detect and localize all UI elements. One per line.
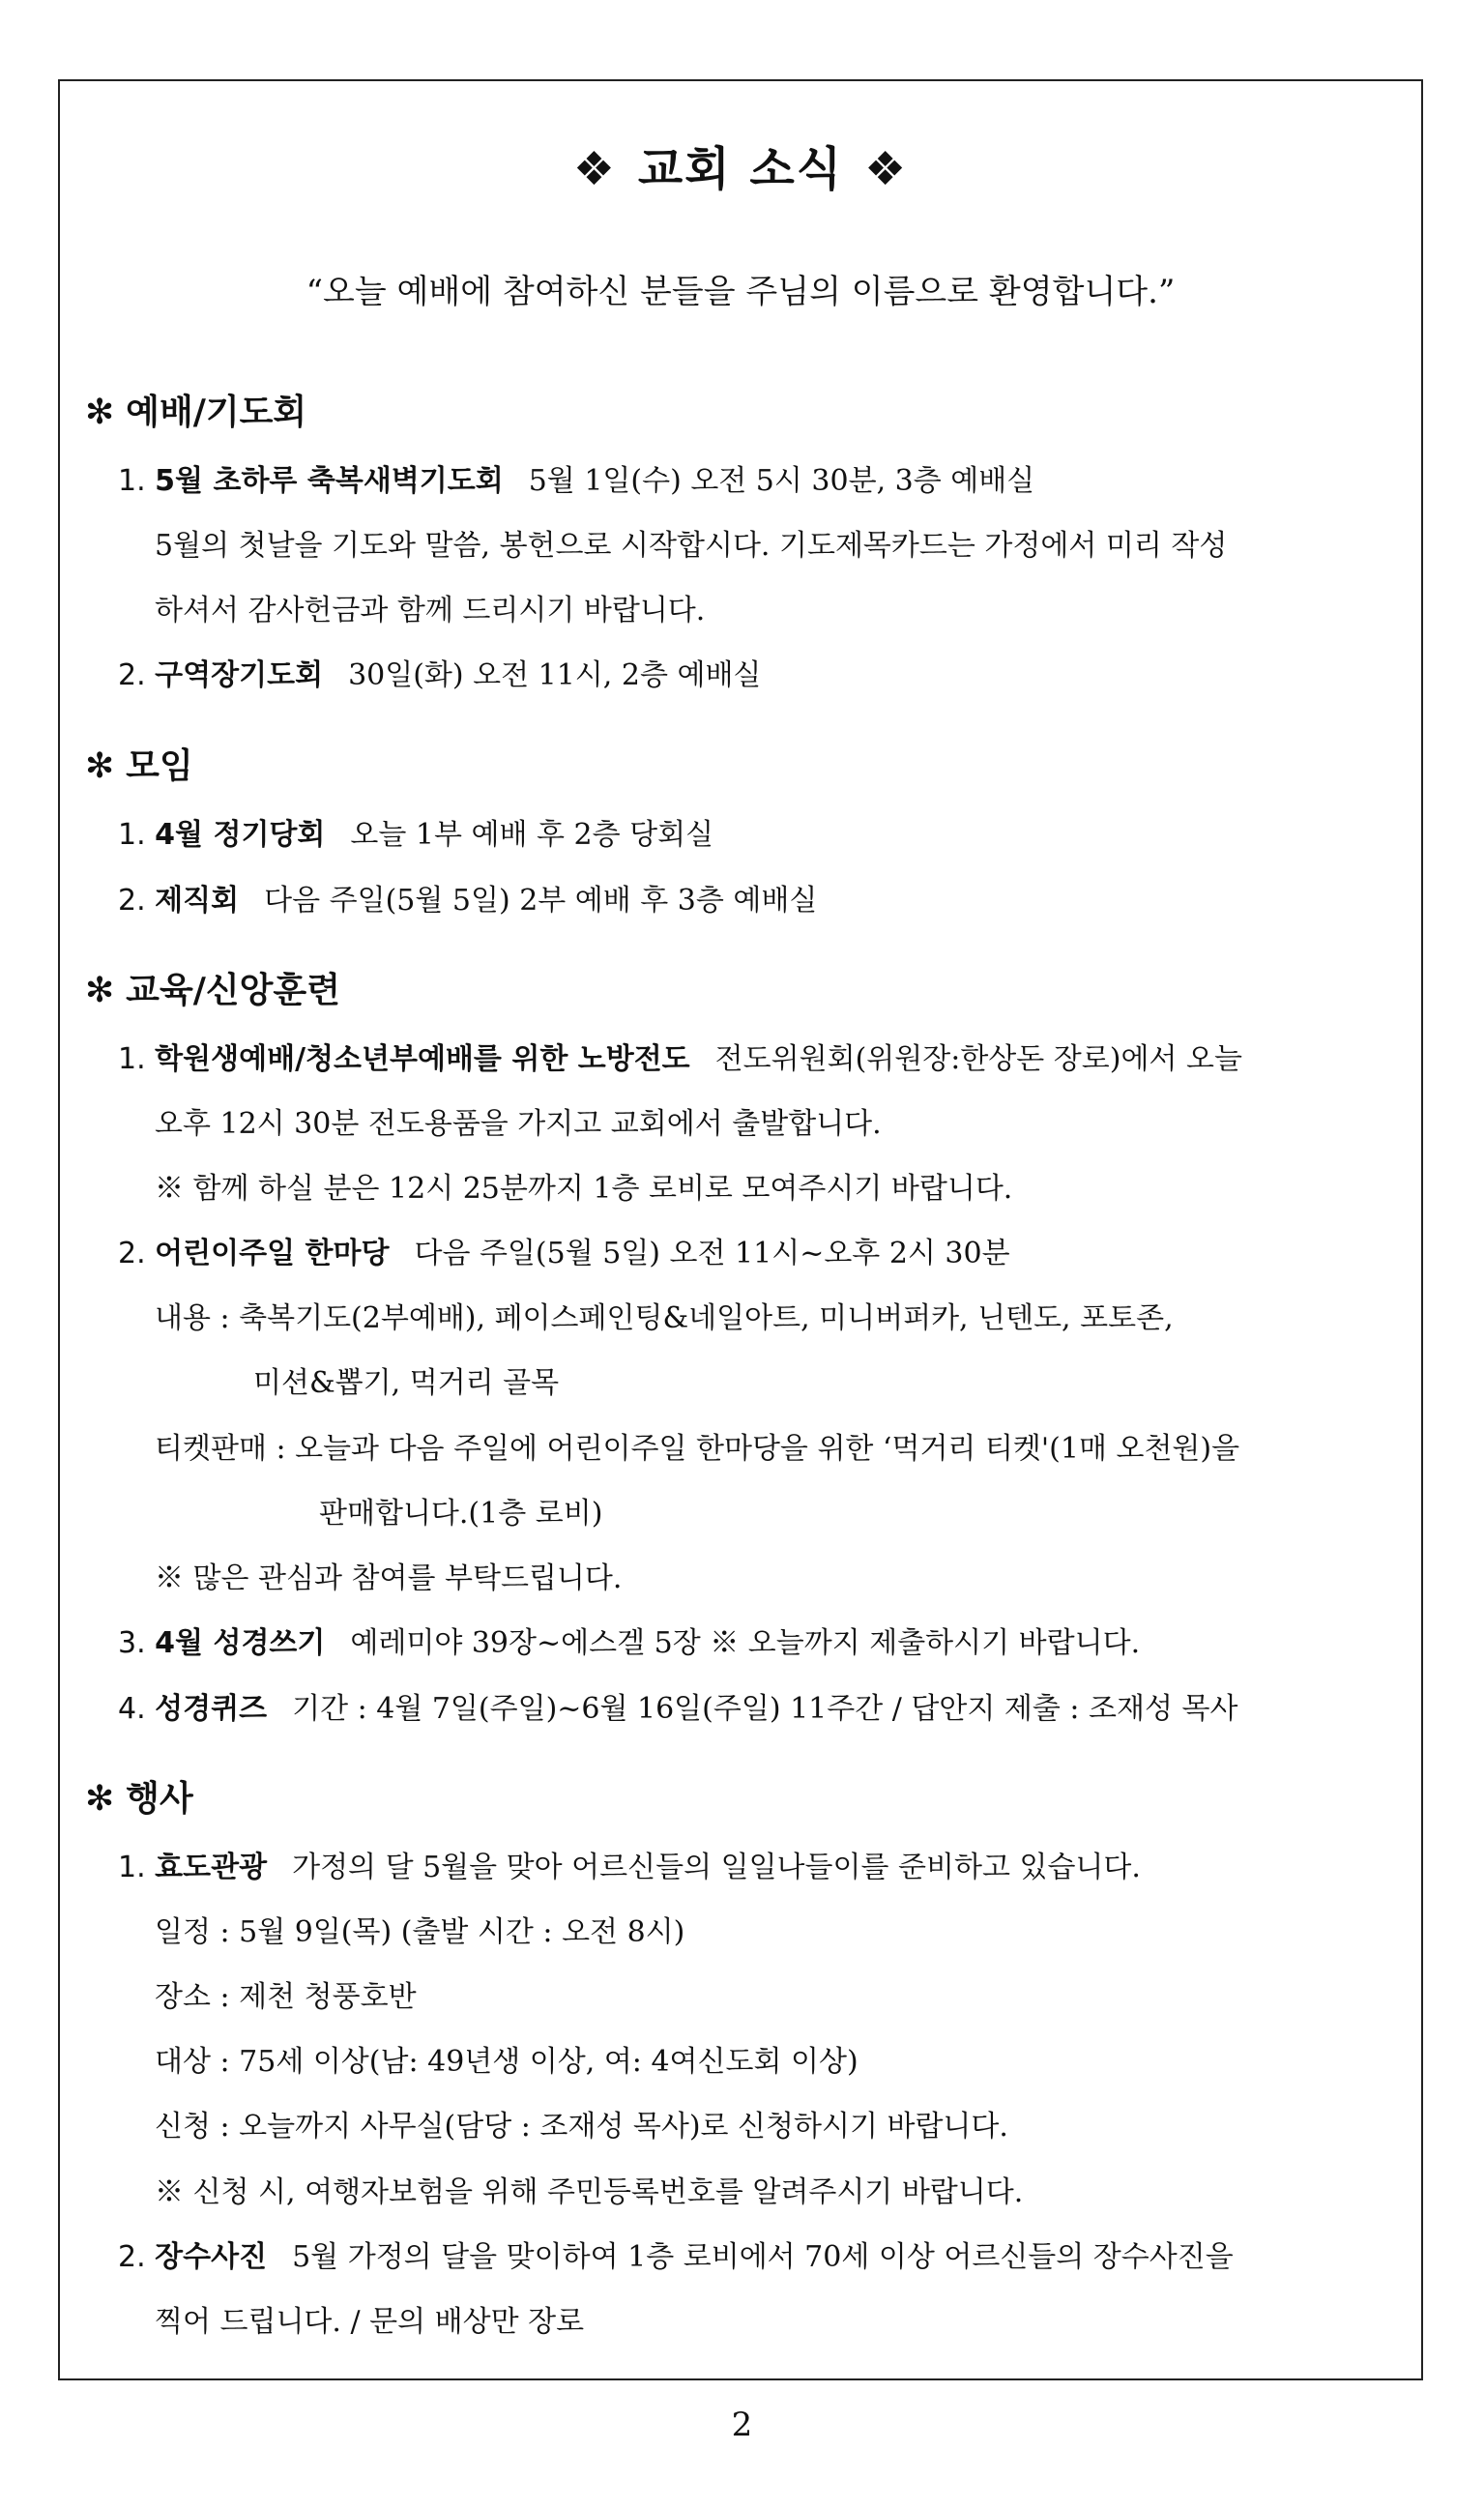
item-title: 구역장기도회 [155,658,324,692]
asterisk-bullet-icon: ✻ [85,746,115,786]
welcome-message: “오늘 예배에 참여하신 분들을 주님의 이름으로 환영합니다.” [306,273,1176,311]
item-detail: 다음 주일(5월 5일) 오전 11시~오후 2시 30분 [414,1237,1010,1270]
item-number: 2. [118,1237,146,1270]
item-title: 효도관광 [155,1851,268,1884]
item-detail: 기간 : 4월 7일(주일)~6월 16일(주일) 11주간 / 답안지 제출 : 조재성 목사 [292,1692,1238,1726]
item-detail: 5월 가정의 달을 맞이하여 1층 로비에서 70세 이상 어르신들의 장수사진을 [292,2240,1234,2274]
item-title: 4월 성경쓰기 [155,1626,326,1660]
section-heading-events [85,1771,193,1821]
item-title: 성경퀴즈 [155,1692,268,1726]
item-description: 내용 : 축복기도(2부예배), 페이스페인팅&네일아트, 미니버퍼카, 닌텐도, 포토존, [155,1301,1174,1335]
list-item [118,876,817,919]
section-heading-meeting [85,739,193,788]
asterisk-bullet-icon: ✻ [85,971,115,1010]
asterisk-bullet-icon: ✻ [85,393,115,432]
list-item [118,810,713,853]
item-description: 찍어 드립니다. / 문의 배상만 장로 [155,2305,585,2339]
item-number: 4. [118,1692,146,1726]
item-description: 미션&뽑기, 먹거리 골목 [253,1366,560,1400]
item-description: 오후 12시 30분 전도용품을 가지고 교회에서 출발합니다. [155,1107,882,1141]
diamond-ornament-icon: ❖ [864,142,909,196]
item-description: 티켓판매 : 오늘과 다음 주일에 어린이주일 한마당을 위한 ‘먹거리 티켓'(1매 오천원)을 [155,1432,1240,1466]
list-item [118,2232,1234,2275]
item-detail: 오늘 1부 예배 후 2층 당회실 [350,818,714,852]
item-title: 장수사진 [155,2240,268,2274]
item-description: 대상 : 75세 이상(남: 49년생 이상, 여: 4여신도회 이상) [155,2045,858,2079]
item-description: 신청 : 오늘까지 사무실(담당 : 조재성 목사)로 신청하시기 바랍니다. [155,2110,1008,2144]
list-item [118,1229,1010,1271]
list-item [118,456,1034,499]
section-title: 교육/신앙훈련 [126,971,340,1010]
item-title: 학원생예배/청소년부예배를 위한 노방전도 [155,1042,690,1076]
list-item [118,1035,1242,1077]
page-title [60,131,1421,198]
section-title: 예배/기도회 [126,393,307,432]
list-item [118,1619,1140,1661]
item-number: 1. [118,1042,146,1076]
item-detail: 가정의 달 5월을 맞아 어르신들의 일일나들이를 준비하고 있습니다. [292,1851,1141,1884]
item-detail: 전도위원회(위원장:한상돈 장로)에서 오늘 [714,1042,1242,1076]
item-description: 5월의 첫날을 기도와 말씀, 봉헌으로 시작합시다. 기도제목카드는 가정에서 미리 작성 [155,529,1228,563]
item-note: ※ 신청 시, 여행자보험을 위해 주민등록번호를 알려주시기 바랍니다. [155,2175,1024,2209]
list-item [118,1684,1237,1727]
item-number: 1. [118,464,146,498]
section-title: 행사 [126,1779,193,1819]
item-title: 4월 정기당회 [155,818,326,852]
list-item [118,651,761,693]
bulletin-frame [58,79,1423,2380]
section-heading-education [85,963,340,1012]
item-title: 제직회 [155,884,240,918]
item-number: 2. [118,884,146,918]
item-description: 하셔서 감사헌금과 함께 드리시기 바랍니다. [155,594,706,627]
item-description: 장소 : 제천 청풍호반 [155,1980,417,2014]
item-detail: 다음 주일(5월 5일) 2부 예배 후 3층 예배실 [264,884,818,918]
item-title: 어린이주일 한마당 [155,1237,390,1270]
item-detail: 30일(화) 오전 11시, 2층 예배실 [348,658,762,692]
item-number: 2. [118,658,146,692]
section-heading-worship [85,385,306,434]
page-number: 2 [731,2406,753,2444]
item-detail: 예레미야 39장~에스겔 5장 ※ 오늘까지 제출하시기 바랍니다. [350,1626,1141,1660]
list-item [118,1843,1141,1885]
item-detail: 5월 1일(수) 오전 5시 30분, 3층 예배실 [528,464,1035,498]
item-description: 일정 : 5월 9일(목) (출발 시간 : 오전 8시) [155,1915,685,1949]
item-description: 판매합니다.(1층 로비) [319,1497,603,1531]
title-text: 교회 소식 [637,142,844,196]
asterisk-bullet-icon: ✻ [85,1779,115,1819]
item-number: 1. [118,1851,146,1884]
item-number: 3. [118,1626,146,1660]
section-title: 모임 [126,746,193,786]
item-note: ※ 함께 하실 분은 12시 25분까지 1층 로비로 모여주시기 바랍니다. [155,1172,1013,1206]
diamond-ornament-icon: ❖ [572,142,617,196]
item-number: 2. [118,2240,146,2274]
item-title: 5월 초하루 축복새벽기도회 [155,464,504,498]
item-number: 1. [118,818,146,852]
item-note: ※ 많은 관심과 참여를 부탁드립니다. [155,1561,623,1595]
